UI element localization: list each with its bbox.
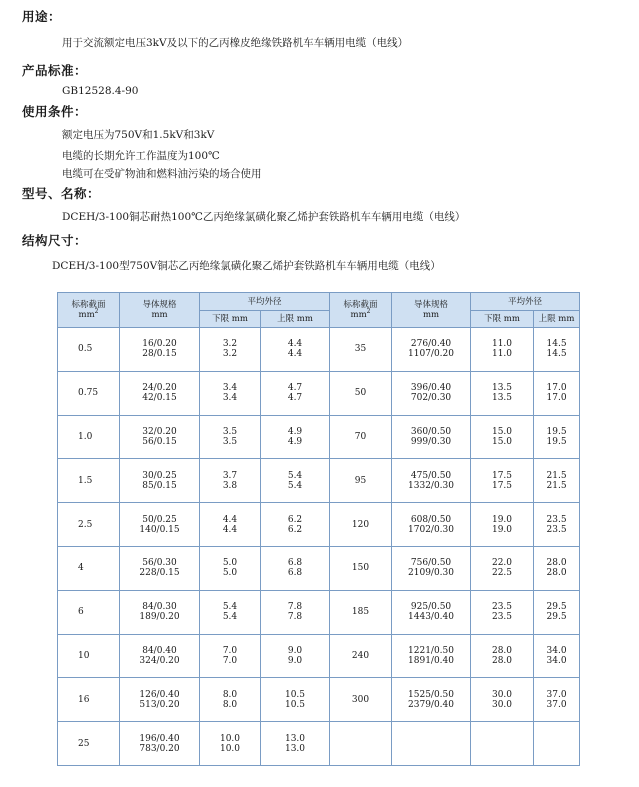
conductor-cell: 16/0.20 28/0.15 xyxy=(120,328,200,372)
conductor-cell: 84/0.30 189/0.20 xyxy=(120,590,200,634)
section-cell: 120 xyxy=(330,503,392,547)
lower-cell: 17.5 17.5 xyxy=(471,459,534,503)
section-cell: 2.5 xyxy=(58,503,120,547)
lower-cell: 15.0 15.0 xyxy=(471,415,534,459)
lower-cell: 28.0 28.0 xyxy=(471,634,534,678)
usage-text: 用于交流额定电压3kV及以下的乙丙橡皮绝缘铁路机车车辆用电缆（电线） xyxy=(62,37,409,49)
conductor-cell: 50/0.25 140/0.15 xyxy=(120,503,200,547)
section-cell: 16 xyxy=(58,678,120,722)
condition-item: 电缆可在受矿物油和燃料油污染的场合使用 xyxy=(62,168,262,180)
standard-text: GB12528.4-90 xyxy=(62,85,139,97)
table-row xyxy=(58,328,580,372)
section-cell: 50 xyxy=(330,371,392,415)
section-cell: 6 xyxy=(58,590,120,634)
lower-cell: 8.0 8.0 xyxy=(200,678,261,722)
header-upper: 上限 mm xyxy=(534,311,580,328)
table-row xyxy=(58,722,580,766)
section-cell: 4 xyxy=(58,546,120,590)
section-cell: 185 xyxy=(330,590,392,634)
header-avg-od: 平均外径 xyxy=(200,293,330,311)
section-cell: 10 xyxy=(58,634,120,678)
lower-cell: 3.2 3.2 xyxy=(200,328,261,372)
section-cell: 0.75 xyxy=(58,371,120,415)
section-cell: 25 xyxy=(58,722,120,766)
usage-heading: 用途： xyxy=(22,9,62,24)
lower-cell: 23.5 23.5 xyxy=(471,590,534,634)
upper-cell: 4.9 4.9 xyxy=(261,415,330,459)
upper-cell: 19.5 19.5 xyxy=(534,415,580,459)
header-lower: 下限 mm xyxy=(200,311,261,328)
empty-cell xyxy=(534,722,580,766)
condition-item: 电缆的长期允许工作温度为100℃ xyxy=(62,150,220,162)
condition-item: 额定电压为750V和1.5kV和3kV xyxy=(62,129,215,141)
conditions-heading: 使用条件： xyxy=(22,104,88,119)
upper-cell: 4.7 4.7 xyxy=(261,371,330,415)
section-cell: 95 xyxy=(330,459,392,503)
empty-cell xyxy=(330,722,392,766)
structure-heading: 结构尺寸： xyxy=(22,233,88,248)
conductor-cell: 24/0.20 42/0.15 xyxy=(120,371,200,415)
conductor-cell: 360/0.50 999/0.30 xyxy=(392,415,471,459)
table-row xyxy=(58,634,580,678)
upper-cell: 7.8 7.8 xyxy=(261,590,330,634)
lower-cell: 3.5 3.5 xyxy=(200,415,261,459)
lower-cell: 3.4 3.4 xyxy=(200,371,261,415)
upper-cell: 37.0 37.0 xyxy=(534,678,580,722)
table-row xyxy=(58,415,580,459)
upper-cell: 28.0 28.0 xyxy=(534,546,580,590)
header-conductor: 导体规格 mm xyxy=(120,293,200,328)
conductor-cell: 925/0.50 1443/0.40 xyxy=(392,590,471,634)
upper-cell: 14.5 14.5 xyxy=(534,328,580,372)
conductor-cell: 32/0.20 56/0.15 xyxy=(120,415,200,459)
upper-cell: 21.5 21.5 xyxy=(534,459,580,503)
table-row xyxy=(58,546,580,590)
conductor-cell: 56/0.30 228/0.15 xyxy=(120,546,200,590)
lower-cell: 7.0 7.0 xyxy=(200,634,261,678)
spec-table xyxy=(57,292,580,766)
conductor-cell: 196/0.40 783/0.20 xyxy=(120,722,200,766)
table-row xyxy=(58,459,580,503)
lower-cell: 13.5 13.5 xyxy=(471,371,534,415)
lower-cell: 11.0 11.0 xyxy=(471,328,534,372)
conductor-cell: 608/0.50 1702/0.30 xyxy=(392,503,471,547)
lower-cell: 22.0 22.5 xyxy=(471,546,534,590)
upper-cell: 23.5 23.5 xyxy=(534,503,580,547)
upper-cell: 5.4 5.4 xyxy=(261,459,330,503)
conductor-cell: 126/0.40 513/0.20 xyxy=(120,678,200,722)
conductor-cell: 1525/0.50 2379/0.40 xyxy=(392,678,471,722)
lower-cell: 4.4 4.4 xyxy=(200,503,261,547)
conductor-cell: 30/0.25 85/0.15 xyxy=(120,459,200,503)
empty-cell xyxy=(392,722,471,766)
header-upper: 上限 mm xyxy=(261,311,330,328)
upper-cell: 6.2 6.2 xyxy=(261,503,330,547)
conductor-cell: 756/0.50 2109/0.30 xyxy=(392,546,471,590)
upper-cell: 4.4 4.4 xyxy=(261,328,330,372)
upper-cell: 13.0 13.0 xyxy=(261,722,330,766)
upper-cell: 10.5 10.5 xyxy=(261,678,330,722)
table-row xyxy=(58,371,580,415)
conductor-cell: 84/0.40 324/0.20 xyxy=(120,634,200,678)
model-heading: 型号、名称： xyxy=(22,186,101,201)
header-avg-od: 平均外径 xyxy=(471,293,580,311)
section-cell: 0.5 xyxy=(58,328,120,372)
lower-cell: 10.0 10.0 xyxy=(200,722,261,766)
section-cell: 300 xyxy=(330,678,392,722)
lower-cell: 5.4 5.4 xyxy=(200,590,261,634)
structure-text: DCEH/3-100型750V铜芯乙丙绝缘氯磺化聚乙烯护套铁路机车车辆用电缆（电线） xyxy=(52,260,441,272)
header-conductor: 导体规格 mm xyxy=(392,293,471,328)
conductor-cell: 475/0.50 1332/0.30 xyxy=(392,459,471,503)
standard-heading: 产品标准： xyxy=(22,63,88,78)
header-section: 标称截面 $mm^2$ xyxy=(58,293,120,328)
lower-cell: 30.0 30.0 xyxy=(471,678,534,722)
section-cell: 70 xyxy=(330,415,392,459)
upper-cell: 29.5 29.5 xyxy=(534,590,580,634)
table-row xyxy=(58,503,580,547)
conductor-cell: 1221/0.50 1891/0.40 xyxy=(392,634,471,678)
conductor-cell: 396/0.40 702/0.30 xyxy=(392,371,471,415)
lower-cell: 5.0 5.0 xyxy=(200,546,261,590)
upper-cell: 9.0 9.0 xyxy=(261,634,330,678)
section-cell: 1.0 xyxy=(58,415,120,459)
header-section: 标称截面 $mm^2$ xyxy=(330,293,392,328)
table-row xyxy=(58,678,580,722)
header-lower: 下限 mm xyxy=(471,311,534,328)
table-row xyxy=(58,590,580,634)
upper-cell: 6.8 6.8 xyxy=(261,546,330,590)
lower-cell: 3.7 3.8 xyxy=(200,459,261,503)
conductor-cell: 276/0.40 1107/0.20 xyxy=(392,328,471,372)
upper-cell: 34.0 34.0 xyxy=(534,634,580,678)
empty-cell xyxy=(471,722,534,766)
section-cell: 35 xyxy=(330,328,392,372)
model-text: DCEH/3-100铜芯耐热100℃乙丙绝缘氯磺化聚乙烯护套铁路机车车辆用电缆（电线） xyxy=(62,211,466,223)
section-cell: 150 xyxy=(330,546,392,590)
upper-cell: 17.0 17.0 xyxy=(534,371,580,415)
lower-cell: 19.0 19.0 xyxy=(471,503,534,547)
section-cell: 240 xyxy=(330,634,392,678)
section-cell: 1.5 xyxy=(58,459,120,503)
